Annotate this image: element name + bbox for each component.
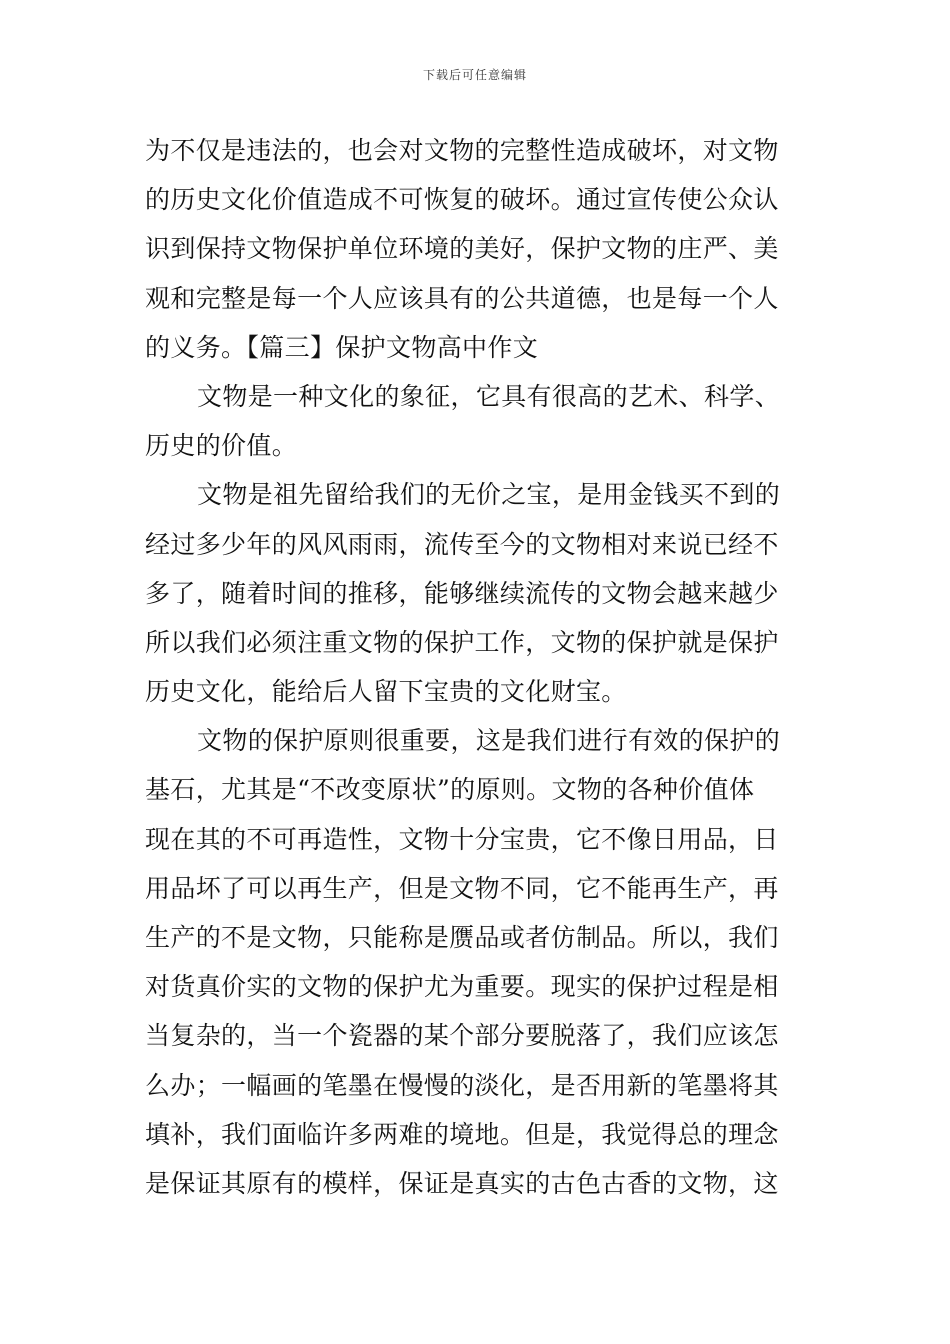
text-line: 当复杂的，当一个瓷器的某个部分要脱落了，我们应该怎: [145, 1021, 779, 1051]
text-line: 的义务。【篇三】保护文物高中作文: [145, 332, 539, 362]
text-line: 现在其的不可再造性，文物十分宝贵，它不像日用品，日: [145, 824, 779, 854]
text-line: 么办；一幅画的笔墨在慢慢的淡化，是否用新的笔墨将其: [145, 1070, 779, 1100]
text-line: 用品坏了可以再生产，但是文物不同，它不能再生产，再: [145, 873, 779, 903]
text-line: 文物的保护原则很重要，这是我们进行有效的保护的: [197, 726, 781, 756]
text-line: 多了，随着时间的推移，能够继续流传的文物会越来越少: [145, 578, 779, 608]
text-line: 的历史文化价值造成不可恢复的破坏。通过宣传使公众认: [145, 185, 779, 215]
text-line: 经过多少年的风风雨雨，流传至今的文物相对来说已经不: [145, 529, 779, 559]
text-line: 是保证其原有的模样，保证是真实的古色古香的文物，这: [145, 1168, 779, 1198]
text-line: 历史的价值。: [145, 431, 298, 461]
text-line: 填补，我们面临许多两难的境地。但是，我觉得总的理念: [145, 1119, 779, 1149]
text-line: 观和完整是每一个人应该具有的公共道德，也是每一个人: [145, 283, 779, 313]
text-line: 文物是一种文化的象征，它具有很高的艺术、科学、: [197, 381, 781, 411]
document-body: [145, 126, 815, 1208]
text-line: 文物是祖先留给我们的无价之宝，是用金钱买不到的: [197, 480, 781, 510]
text-line: 所以我们必须注重文物的保护工作，文物的保护就是保护: [145, 627, 779, 657]
text-line: 生产的不是文物，只能称是赝品或者仿制品。所以，我们: [145, 923, 779, 952]
text-line: 识到保持文物保护单位环境的美好，保护文物的庄严、美: [145, 234, 779, 264]
text-line: 对货真价实的文物的保护尤为重要。现实的保护过程是相: [145, 972, 779, 1002]
page-header: 下载后可任意编辑: [422, 68, 527, 82]
text-line: 基石，尤其是“不改变原状”的原则。文物的各种价值体: [145, 775, 755, 805]
text-line: 历史文化，能给后人留下宝贵的文化财宝。: [145, 677, 627, 707]
text-line: 为不仅是违法的，也会对文物的完整性造成破坏，对文物: [145, 136, 779, 165]
